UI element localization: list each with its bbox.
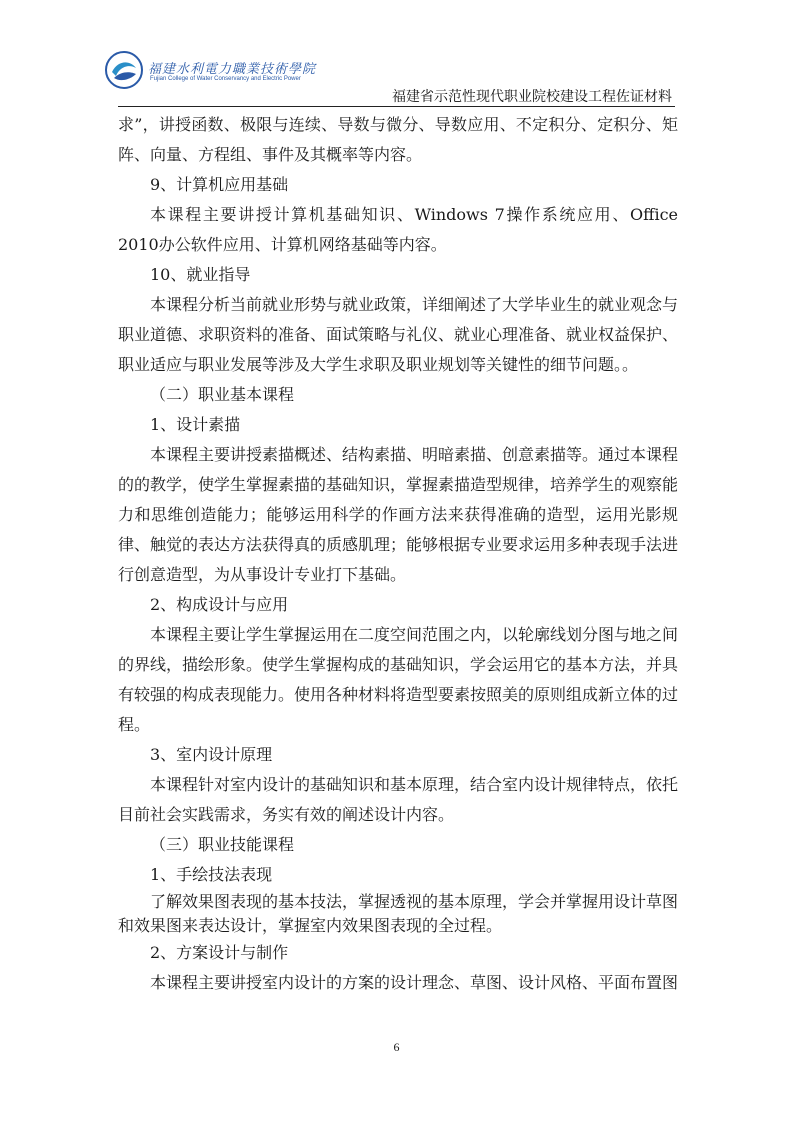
- section-heading-basic-courses: （二）职业基本课程: [150, 385, 295, 404]
- page-number: 6: [393, 1040, 400, 1054]
- college-emblem-icon: [104, 50, 144, 90]
- logo-chinese-name: 福建水利電力職業技術學院: [148, 62, 317, 77]
- heading-design-sketch: 1、设计素描: [150, 415, 241, 434]
- heading-composition-design: 2、构成设计与应用: [150, 595, 289, 614]
- heading-employment-guidance: 10、就业指导: [150, 265, 251, 284]
- paragraph-design-sketch: 本课程主要讲授素描概述、结构素描、明暗素描、创意素描等。通过本课程的的教学，使学生掌握素描的基础知识，掌握素描造型规律，培养学生的观察能力和思维创造能力；能够运用科学的作画方法来获得准确的造型，运用光影规律、触觉的表达方法获得真的质感肌理；能够根据专业要求运用多种表现手法进行创意造型，为从事设计专业打下基础。: [118, 445, 679, 584]
- heading-interior-design-principles: 3、室内设计原理: [150, 745, 273, 764]
- paragraph-employment-guidance: 本课程分析当前就业形势与就业政策，详细阐述了大学毕业生的就业观念与职业道德、求职资料的准备、面试策略与礼仪、就业心理准备、就业权益保护、职业适应与职业发展等涉及大学生求职及职业规划等关键性的细节问题。。: [118, 295, 679, 374]
- section-heading-skill-courses: （三）职业技能课程: [150, 835, 295, 854]
- document-body: [118, 110, 678, 998]
- header-title: 福建省示范性现代职业院校建设工程佐证材料: [392, 89, 672, 105]
- logo-english-name: Fujian College of Water Conservancy and Electric Power: [150, 76, 301, 82]
- college-logo: [104, 50, 317, 94]
- paragraph-scheme-design: 本课程主要讲授室内设计的方案的设计理念、草图、设计风格、平面布置图: [150, 973, 679, 992]
- paragraph-hand-drawing: 了解效果图表现的基本技法，掌握透视的基本原理，学会并掌握用设计草图和效果图来表达设计，掌握室内效果图表现的全过程。: [118, 892, 679, 935]
- paragraph-math-continued: 求”，讲授函数、极限与连续、导数与微分、导数应用、不定积分、定积分、矩阵、向量、方程组、事件及其概率等内容。: [118, 115, 678, 164]
- page-header: [0, 0, 793, 112]
- paragraph-interior-design-principles: 本课程针对室内设计的基础知识和基本原理，结合室内设计规律特点，依托目前社会实践需求，务实有效的阐述设计内容。: [118, 775, 679, 824]
- header-divider: [118, 106, 675, 107]
- heading-computer-basics: 9、计算机应用基础: [150, 175, 289, 194]
- heading-scheme-design: 2、方案设计与制作: [150, 943, 289, 962]
- paragraph-composition-design: 本课程主要让学生掌握运用在二度空间范围之内，以轮廓线划分图与地之间的界线，描绘形象。使学生掌握构成的基础知识，学会运用它的基本方法，并具有较强的构成表现能力。使用各种材料将造型要素按照美的原则组成新立体的过程。: [118, 625, 679, 734]
- paragraph-computer-basics: 本课程主要讲授计算机基础知识、Windows 7操作系统应用、Office 2010办公软件应用、计算机网络基础等内容。: [118, 205, 678, 254]
- heading-hand-drawing: 1、手绘技法表现: [150, 865, 273, 884]
